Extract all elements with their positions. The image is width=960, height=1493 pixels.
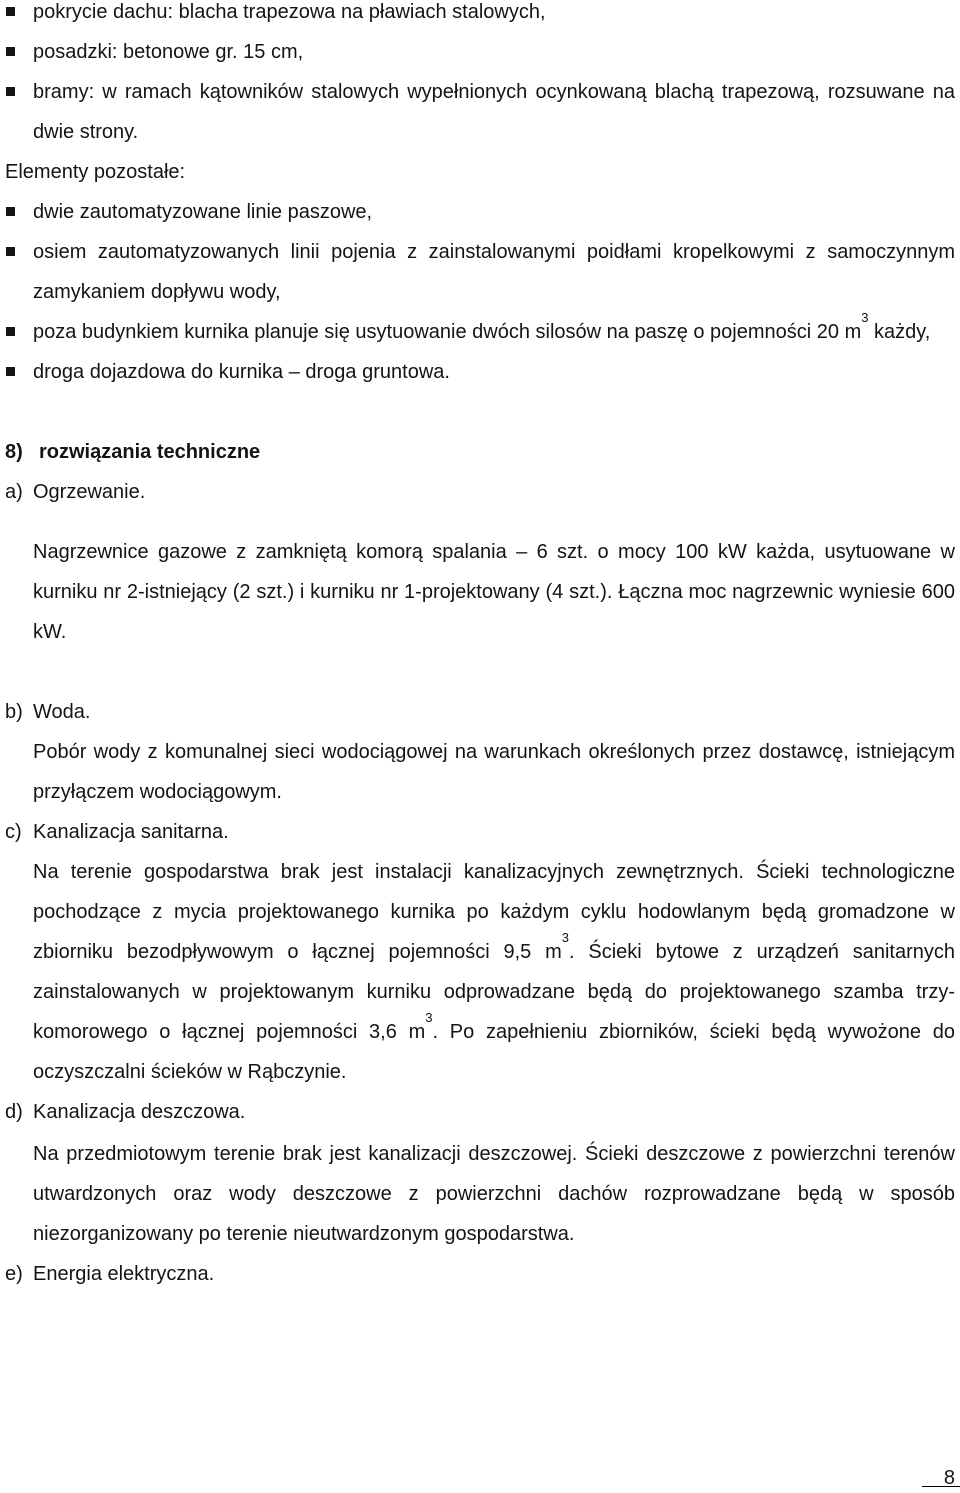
- page-number: 8: [943, 1467, 955, 1489]
- subsection-letter: d): [5, 1101, 23, 1123]
- subsection-title: Ogrzewanie.: [33, 481, 146, 503]
- superscript: 3: [425, 1010, 433, 1025]
- subsection-letter: a): [5, 481, 23, 503]
- subsection-letter: c): [5, 821, 22, 843]
- footer-divider: [922, 1486, 960, 1487]
- list-item-text: każdy,: [868, 321, 931, 343]
- other-elements-heading: Elementy pozostałe:: [5, 161, 186, 183]
- list-item: [0, 312, 955, 352]
- list-item: osiem zautomatyzowanych linii pojenia z zainstalowanymi poidłami kropelkowymi z samoczynnym zamykaniem dopływu wody,: [0, 232, 955, 312]
- subsection-letter: b): [5, 701, 23, 723]
- paragraph-text: Na terenie gospodarstwa brak jest instalacji kanalizacyjnych zewnętrznych. Ścieki technologiczne pochodzące z mycia projektowanego kurnika po każdym cyklu hodowlanym będą gromadzone w zbiorniku bezodpływowym o łącznej pojemności 9,5 m: [33, 861, 955, 963]
- superscript: 3: [861, 310, 869, 325]
- subsection-heading: [0, 1092, 960, 1132]
- materials-list: [0, 0, 960, 152]
- paragraph: [0, 852, 955, 1092]
- subsection-letter: e): [5, 1263, 23, 1285]
- superscript: 3: [561, 930, 569, 945]
- section-number: 8): [5, 441, 23, 463]
- other-elements-list: [0, 192, 960, 392]
- paragraph: Na przedmiotowym terenie brak jest kanalizacji deszczowej. Ścieki deszczowe z powierzchni terenów utwardzonych oraz wody deszczowe z powierzchni dachów rozprowadzane będą w sposób niezorganizowany po terenie nieutwardzonym gospodarstwa.: [33, 1143, 955, 1245]
- paragraph: Nagrzewnice gazowe z zamkniętą komorą spalania – 6 szt. o mocy 100 kW każda, usytuowane w kurniku nr 2-istniejący (2 szt.) i kurniku nr 1-projektowany (4 szt.). Łączna moc nagrzewnic wyniesie 600 kW.: [33, 541, 955, 643]
- subsection-title: Woda.: [33, 701, 91, 723]
- subsection-heading: [0, 812, 960, 852]
- subsection-heading: [0, 692, 960, 732]
- section-heading: [0, 432, 960, 472]
- page-footer: [0, 1446, 960, 1493]
- paragraph: Pobór wody z komunalnej sieci wodociągowej na warunkach określonych przez dostawcę, istniejącym przyłączem wodociągowym.: [33, 741, 955, 803]
- section-title: rozwiązania techniczne: [39, 441, 261, 463]
- list-item: posadzki: betonowe gr. 15 cm,: [0, 32, 960, 72]
- subsection-title: Energia elektryczna.: [33, 1263, 215, 1285]
- subsection-heading: [0, 472, 960, 512]
- paragraph-text: . Ścieki bytowe z urządzeń sanitarnych zainstalowanych w projektowanym kurniku odprowadzane będą do projektowanego szamba trzy-komorowego o łącznej pojemności 3,6 m: [33, 941, 955, 1043]
- subsection-title: Kanalizacja sanitarna.: [33, 821, 229, 843]
- subsection-heading: [0, 1254, 960, 1294]
- paragraph-text: . Po zapełnieniu zbiorników, ścieki będą wywożone do oczyszczalni ścieków w Rąbczynie.: [33, 1021, 955, 1083]
- list-item-text: poza budynkiem kurnika planuje się usytuowanie dwóch silosów na paszę o pojemności 20 m: [33, 321, 862, 343]
- list-item: droga dojazdowa do kurnika – droga gruntowa.: [0, 352, 960, 392]
- list-item: pokrycie dachu: blacha trapezowa na pławiach stalowych,: [0, 0, 960, 32]
- list-item: dwie zautomatyzowane linie paszowe,: [0, 192, 960, 232]
- subsection-title: Kanalizacja deszczowa.: [33, 1101, 246, 1123]
- list-item: bramy: w ramach kątowników stalowych wypełnionych ocynkowaną blachą trapezową, rozsuwane na dwie strony.: [0, 72, 955, 152]
